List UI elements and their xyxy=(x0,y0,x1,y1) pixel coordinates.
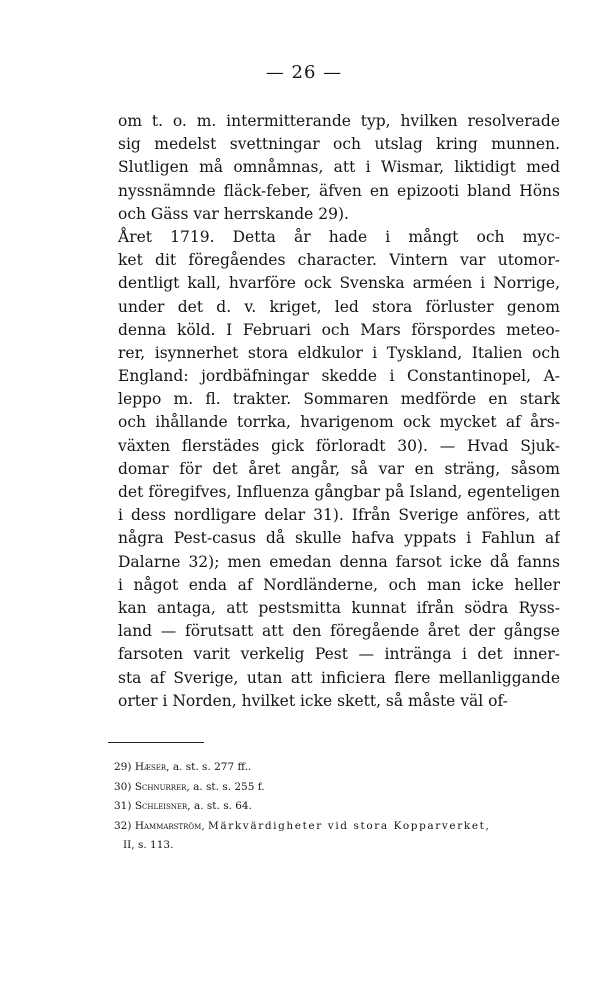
footnote-32-continuation: II, s. 113. xyxy=(123,839,174,851)
footnote-author: Hammarström xyxy=(134,819,202,832)
footnote-author: Schleisner xyxy=(134,800,188,812)
text-line: några Pest-casus då skulle hafva yppats i Fahlun af xyxy=(118,529,560,548)
footnote-title: Märkvärdigheter vid stora Kopparverket, xyxy=(208,819,491,832)
text-line: om t. o. m. intermitterande typ, hvilken resolverade xyxy=(118,112,560,130)
text-line: Dalarne 32); men emedan denna farsot icke då fanns xyxy=(118,552,560,571)
footnote-author: Hæser xyxy=(134,761,167,773)
text-line: ket dit föregåendes character. Vintern var utomor- xyxy=(118,251,560,270)
footnote-rule xyxy=(108,742,204,743)
text-line: under det d. v. kriget, led stora förluster genom xyxy=(118,297,560,316)
text-line: denna köld. I Februari och Mars förspordes meteo- xyxy=(118,320,560,339)
text-line: land — förutsatt att den föregående året der gångse xyxy=(118,622,560,641)
footnote-29: 29) Hæser, a. st. s. 277 ff.. xyxy=(114,761,252,773)
text-line: Slutligen må omnåmnas, att i Wismar, liktidigt med xyxy=(118,158,560,177)
footnote-31: 31) Schleisner, a. st. s. 64. xyxy=(114,800,252,812)
body-text xyxy=(118,110,560,713)
text-line: växten flerstädes gick förloradt 30). — Hvad Sjuk- xyxy=(118,436,560,455)
footnote-32: 32) Hammarström, Märkvärdigheter vid stora Kopparverket, xyxy=(114,819,491,832)
text-line: nyssnämnde fläck-feber, äfven en epizooti bland Höns xyxy=(118,181,560,200)
footnote-30: 30) Schnurrer, a. st. s. 255 f. xyxy=(114,780,265,793)
text-line: domar för det året angår, så var en sträng, såsom xyxy=(118,459,560,478)
text-line: och ihållande torrka, hvarigenom ock mycket af års- xyxy=(118,413,560,432)
text-line: farsoten varit verkelig Pest — intränga i det inner- xyxy=(118,645,560,664)
text-line: i dess nordligare delar 31). Ifrån Sverige anföres, att xyxy=(118,506,560,525)
text-line: Året 1719. Detta år hade i mångt och myc- xyxy=(118,227,560,246)
text-line: leppo m. fl. trakter. Sommaren medförde en stark xyxy=(118,390,560,409)
text-line: dentligt kall, hvarföre ock Svenska arméen i Norrige, xyxy=(118,274,560,293)
footnotes xyxy=(114,758,574,856)
text-line: kan antaga, att pestsmitta kunnat ifrån södra Ryss- xyxy=(118,598,560,617)
page-number: — 26 — xyxy=(265,62,343,83)
text-line: det föregifves, Influenza gångbar på Island, egenteligen xyxy=(118,483,560,501)
text-line: orter i Norden, hvilket icke skett, så måste väl of- xyxy=(118,691,508,710)
text-line: rer, isynnerhet stora eldkulor i Tyskland, Italien och xyxy=(118,343,560,362)
text-line: och Gäss var herrskande 29). xyxy=(118,204,349,223)
text-line: sta af Sverige, utan att inficiera flere mellanliggande xyxy=(118,668,560,687)
footnote-author: Schnurrer xyxy=(134,780,187,793)
text-line: England: jordbäfningar skedde i Constantinopel, A- xyxy=(118,367,560,386)
text-line: sig medelst svettningar och utslag kring munnen. xyxy=(118,135,560,154)
text-line: i något enda af Nordländerne, och man icke heller xyxy=(118,575,560,594)
